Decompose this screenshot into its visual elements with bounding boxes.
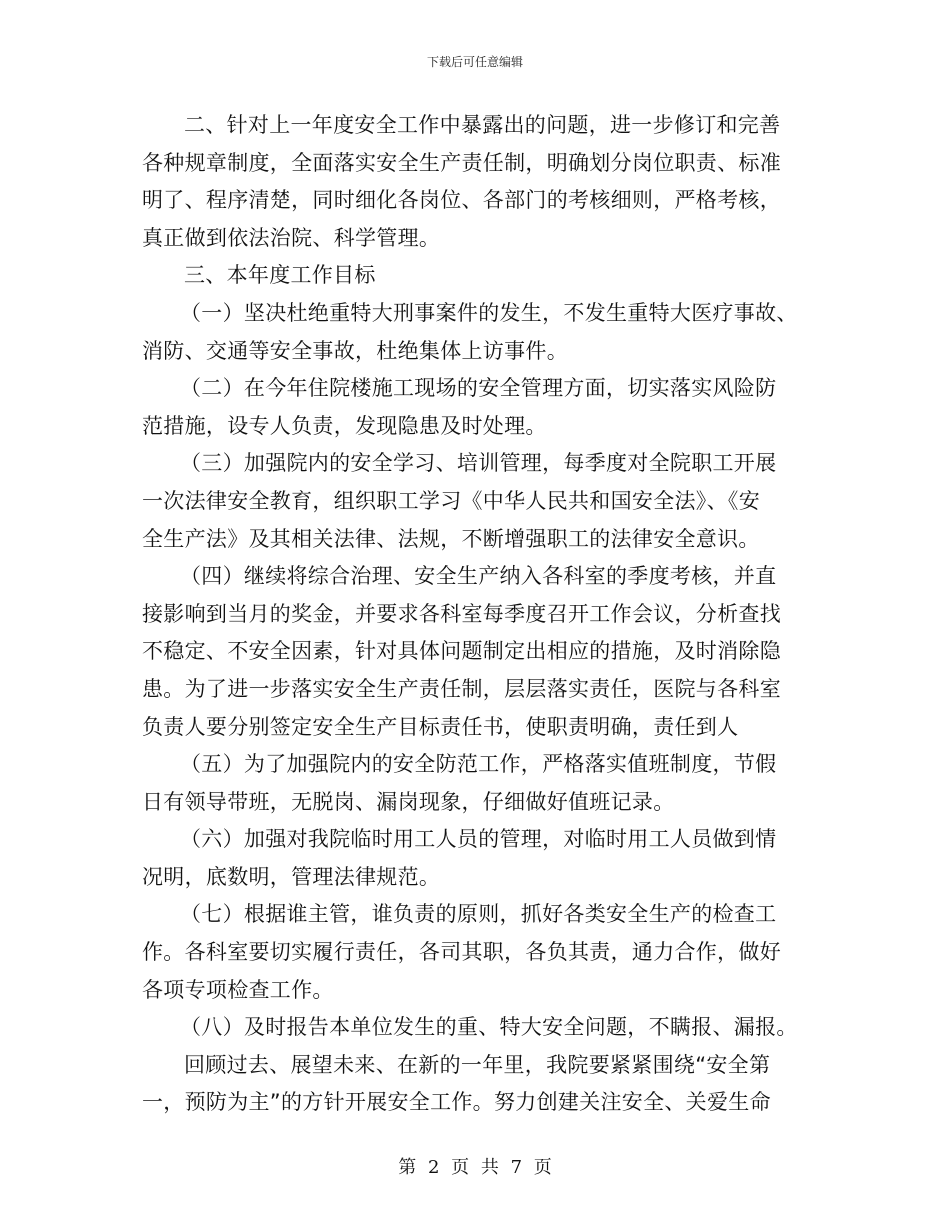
text-line: （二）在今年住院楼施工现场的安全管理方面，切实落实风险防 bbox=[180, 376, 777, 401]
page-footer: 第 2 页 共 7 页 bbox=[398, 1157, 552, 1178]
text-line: 不稳定、不安全因素，针对具体问题制定出相应的措施，及时消除隐 bbox=[142, 639, 781, 664]
text-line: 负责人要分别签定安全生产目标责任书，使职责明确，责任到人 bbox=[142, 714, 739, 739]
text-line: （五）为了加强院内的安全防范工作，严格落实值班制度，节假 bbox=[180, 752, 777, 777]
text-line: （四）继续将综合治理、安全生产纳入各科室的季度考核，并直 bbox=[180, 564, 777, 589]
text-line: 消防、交通等安全事故，杜绝集体上访事件。 bbox=[142, 338, 568, 363]
text-line: 作。各科室要切实履行责任，各司其职，各负其责，通力合作，做好 bbox=[142, 940, 781, 965]
text-line: 回顾过去、展望未来、在新的一年里，我院要紧紧围绕“安全第 bbox=[184, 1052, 771, 1077]
text-line: 接影响到当月的奖金，并要求各科室每季度召开工作会议，分析查找 bbox=[142, 601, 781, 626]
text-line: 范措施，设专人负责，发现隐患及时处理。 bbox=[142, 413, 547, 438]
document-body bbox=[142, 107, 822, 1122]
text-line: （一）坚决杜绝重特大刑事案件的发生，不发生重特大医疗事故、 bbox=[180, 300, 798, 325]
text-line: 各项专项检查工作。 bbox=[142, 977, 334, 1002]
text-line: 明了、程序清楚，同时细化各岗位、各部门的考核细则，严格考核， bbox=[142, 188, 781, 213]
text-line: （三）加强院内的安全学习、培训管理，每季度对全院职工开展 bbox=[180, 451, 777, 476]
text-line: （六）加强对我院临时用工人员的管理，对临时用工人员做到情 bbox=[180, 827, 777, 852]
text-line: 日有领导带班，无脱岗、漏岗现象，仔细做好值班记录。 bbox=[142, 789, 675, 814]
text-line: 二、针对上一年度安全工作中暴露出的问题，进一步修订和完善 bbox=[184, 113, 781, 137]
text-line: 况明，底数明，管理法律规范。 bbox=[142, 864, 441, 889]
text-line: 一次法律安全教育，组织职工学习《中华人民共和国安全法》、《安 bbox=[142, 488, 760, 513]
text-line: 各种规章制度，全面落实安全生产责任制，明确划分岗位职责、标准 bbox=[142, 150, 781, 175]
text-line: （七）根据谁主管，谁负责的原则，抓好各类安全生产的检查工 bbox=[180, 902, 777, 927]
text-line: 三、本年度工作目标 bbox=[184, 263, 376, 288]
text-line: 患。为了进一步落实安全生产责任制，层层落实责任，医院与各科室 bbox=[142, 676, 781, 701]
text-line: （八）及时报告本单位发生的重、特大安全问题，不瞒报、漏报。 bbox=[180, 1015, 798, 1040]
text-line: 一，预防为主”的方针开展安全工作。努力创建关注安全、关爱生命 bbox=[142, 1090, 771, 1115]
page-header: 下载后可任意编辑 bbox=[426, 55, 523, 69]
text-line: 真正做到依法治院、科学管理。 bbox=[142, 225, 441, 250]
text-line: 全生产法》及其相关法律、法规，不断增强职工的法律安全意识。 bbox=[142, 526, 760, 551]
